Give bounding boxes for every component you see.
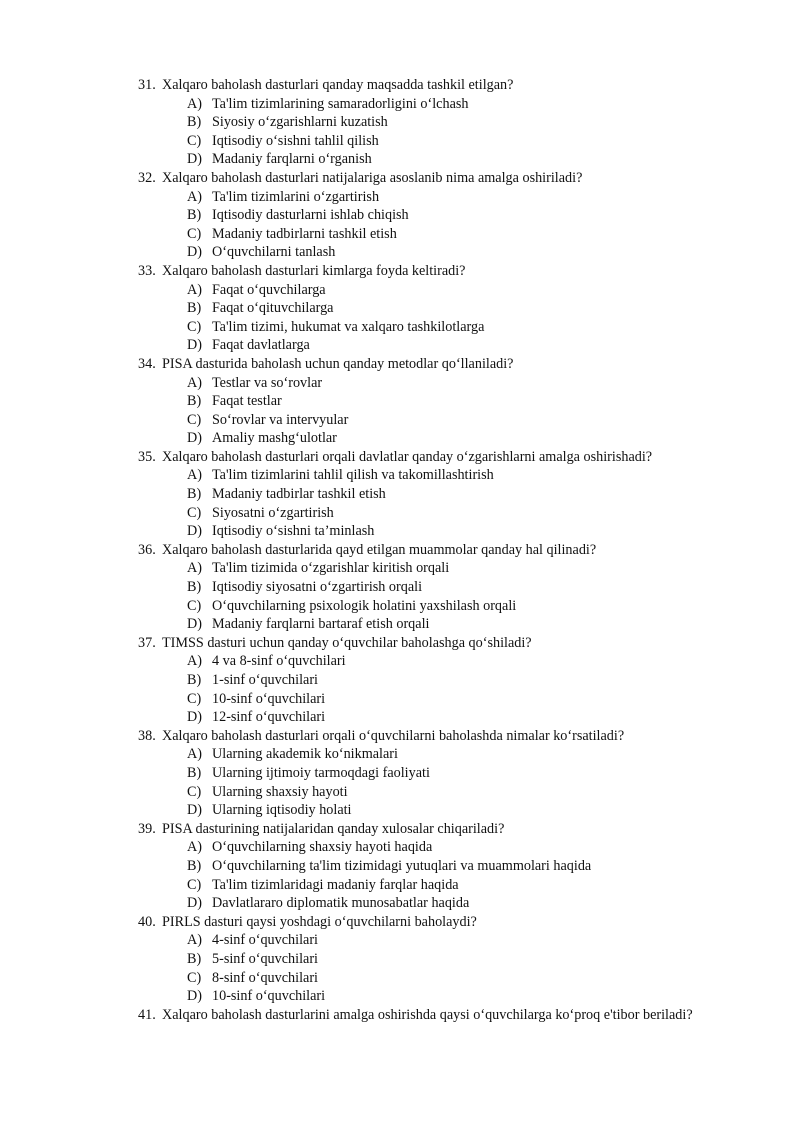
answer-option — [138, 188, 738, 207]
question — [138, 262, 738, 281]
answer-option — [138, 132, 738, 151]
option-letter: A) — [187, 95, 202, 112]
question-text: Xalqaro baholash dasturlarini amalga oshirishda qaysi o‘quvchilarga ko‘proq e'tibor beriladi? — [162, 1006, 693, 1023]
answer-option — [138, 615, 738, 634]
answer-option — [138, 559, 738, 578]
question-text: PISA dasturida baholash uchun qanday metodlar qo‘llaniladi? — [162, 355, 514, 372]
answer-option — [138, 429, 738, 448]
option-letter: B) — [187, 672, 202, 688]
option-text: Siyosiy o‘zgarishlarni kuzatish — [212, 114, 388, 131]
answer-option — [138, 281, 738, 300]
option-letter: C) — [187, 783, 202, 800]
answer-option — [138, 318, 738, 337]
option-text: O‘quvchilarning psixologik holatini yaxshilash orqali — [212, 597, 517, 614]
option-letter: D) — [187, 895, 202, 912]
answer-option — [138, 578, 738, 597]
option-text: Ta'lim tizimlarining samaradorligini o‘lchash — [212, 95, 469, 112]
option-letter: A) — [187, 746, 202, 763]
option-text: 10-sinf o‘quvchilari — [212, 988, 326, 1005]
option-text: O‘quvchilarni tanlash — [212, 244, 336, 261]
question-number: 39. — [138, 820, 156, 837]
answer-option — [138, 597, 738, 616]
option-text: Ta'lim tizimlarini tahlil qilish va takomillashtirish — [212, 467, 494, 484]
option-text: Faqat davlatlarga — [212, 337, 310, 354]
option-text: Ularning ijtimoiy tarmoqdagi faoliyati — [212, 764, 430, 781]
option-letter: D) — [187, 709, 202, 726]
question-number: 37. — [138, 634, 156, 651]
answer-option — [138, 708, 738, 727]
question — [138, 913, 738, 932]
option-text: Iqtisodiy o‘sishni ta’minlash — [212, 523, 375, 540]
question-text: PIRLS dasturi qaysi yoshdagi o‘quvchilarni baholaydi? — [162, 913, 477, 930]
answer-option — [138, 857, 738, 876]
answer-option — [138, 243, 738, 262]
question-number: 32. — [138, 169, 156, 186]
question-number: 33. — [138, 262, 156, 279]
question — [138, 448, 738, 467]
option-text: O‘quvchilarning ta'lim tizimidagi yutuqlari va muammolari haqida — [212, 857, 592, 874]
option-letter: B) — [187, 486, 202, 503]
option-letter: B) — [187, 857, 202, 874]
option-text: 8-sinf o‘quvchilari — [212, 969, 318, 986]
answer-option — [138, 690, 738, 709]
document-page — [138, 76, 738, 1024]
option-letter: B) — [187, 950, 202, 967]
answer-option — [138, 150, 738, 169]
option-letter: D) — [187, 988, 202, 1005]
option-text: Siyosatni o‘zgartirish — [212, 504, 334, 521]
option-text: Madaniy farqlarni o‘rganish — [212, 151, 372, 168]
question-text: TIMSS dasturi uchun qanday o‘quvchilar baholashga qo‘shiladi? — [162, 634, 532, 651]
question-text: PISA dasturining natijalaridan qanday xulosalar chiqariladi? — [162, 820, 505, 837]
question — [138, 169, 738, 188]
answer-option — [138, 299, 738, 318]
option-text: 10-sinf o‘quvchilari — [212, 690, 326, 707]
answer-option — [138, 969, 738, 988]
question — [138, 355, 738, 374]
option-letter: B) — [187, 114, 202, 131]
answer-option — [138, 504, 738, 523]
answer-option — [138, 95, 738, 114]
option-letter: B) — [187, 764, 202, 781]
option-letter: A) — [187, 560, 202, 577]
option-letter: A) — [187, 188, 202, 205]
option-text: Ta'lim tizimida o‘zgarishlar kiritish orqali — [212, 560, 450, 577]
answer-option — [138, 783, 738, 802]
option-letter: C) — [187, 690, 202, 707]
option-letter: C) — [187, 876, 202, 893]
answer-option — [138, 764, 738, 783]
option-text: 1-sinf o‘quvchilari — [212, 672, 318, 688]
answer-option — [138, 894, 738, 913]
option-letter: A) — [187, 281, 202, 298]
question — [138, 541, 738, 560]
question-text: Xalqaro baholash dasturlari orqali o‘quvchilarni baholashda nimalar ko‘rsatiladi? — [162, 727, 625, 744]
question-number: 31. — [138, 77, 156, 93]
question — [138, 727, 738, 746]
option-letter: D) — [187, 337, 202, 354]
option-text: Iqtisodiy dasturlarni ishlab chiqish — [212, 207, 409, 224]
option-letter: C) — [187, 504, 202, 521]
answer-option — [138, 411, 738, 430]
option-letter: C) — [187, 597, 202, 614]
option-text: Faqat o‘qituvchilarga — [212, 300, 334, 317]
option-text: So‘rovlar va intervyular — [212, 411, 349, 428]
question-text: Xalqaro baholash dasturlari orqali davlatlar qanday o‘zgarishlarni amalga oshirishadi? — [162, 448, 653, 465]
option-letter: D) — [187, 244, 202, 261]
question-number: 41. — [138, 1006, 156, 1023]
option-letter: D) — [187, 430, 202, 447]
option-text: Iqtisodiy o‘sishni tahlil qilish — [212, 132, 379, 149]
answer-option — [138, 671, 738, 690]
option-text: Madaniy farqlarni bartaraf etish orqali — [212, 616, 430, 633]
option-letter: A) — [187, 839, 202, 856]
question — [138, 1006, 738, 1025]
answer-option — [138, 745, 738, 764]
option-text: Davlatlararo diplomatik munosabatlar haqida — [212, 895, 470, 912]
question — [138, 76, 738, 95]
option-letter: C) — [187, 225, 202, 242]
option-letter: A) — [187, 653, 202, 670]
answer-option — [138, 801, 738, 820]
option-letter: D) — [187, 802, 202, 819]
question-number: 38. — [138, 727, 156, 744]
option-text: 12-sinf o‘quvchilari — [212, 709, 326, 726]
answer-option — [138, 652, 738, 671]
option-text: Ta'lim tizimlaridagi madaniy farqlar haqida — [212, 876, 459, 893]
question-text: Xalqaro baholash dasturlarida qayd etilgan muammolar qanday hal qilinadi? — [162, 541, 597, 558]
answer-option — [138, 336, 738, 355]
option-letter: C) — [187, 411, 202, 428]
option-letter: C) — [187, 318, 202, 335]
answer-option — [138, 392, 738, 411]
option-letter: A) — [187, 374, 202, 391]
answer-option — [138, 950, 738, 969]
option-letter: B) — [187, 579, 202, 596]
answer-option — [138, 987, 738, 1006]
answer-option — [138, 225, 738, 244]
option-text: Ularning shaxsiy hayoti — [212, 783, 348, 800]
answer-option — [138, 485, 738, 504]
option-text: Madaniy tadbirlarni tashkil etish — [212, 225, 397, 242]
option-text: Ta'lim tizimlarini o‘zgartirish — [212, 188, 380, 205]
answer-option — [138, 876, 738, 895]
option-letter: A) — [187, 932, 202, 949]
question — [138, 634, 738, 653]
option-text: 4-sinf o‘quvchilari — [212, 932, 318, 949]
answer-option — [138, 838, 738, 857]
option-text: 5-sinf o‘quvchilari — [212, 950, 318, 967]
question-number: 35. — [138, 448, 156, 465]
option-letter: D) — [187, 523, 202, 540]
question-number: 40. — [138, 913, 156, 930]
answer-option — [138, 522, 738, 541]
option-letter: C) — [187, 969, 202, 986]
option-text: Ularning iqtisodiy holati — [212, 802, 352, 819]
option-letter: D) — [187, 616, 202, 633]
option-letter: C) — [187, 132, 202, 149]
option-text: Testlar va so‘rovlar — [212, 374, 323, 391]
option-letter: D) — [187, 151, 202, 168]
answer-option — [138, 113, 738, 132]
option-text: Ta'lim tizimi, hukumat va xalqaro tashkilotlarga — [212, 318, 485, 335]
option-text: O‘quvchilarning shaxsiy hayoti haqida — [212, 839, 433, 856]
question-number: 36. — [138, 541, 156, 558]
question-text: Xalqaro baholash dasturlari qanday maqsadda tashkil etilgan? — [162, 77, 514, 93]
option-letter: B) — [187, 300, 202, 317]
question — [138, 820, 738, 839]
option-letter: B) — [187, 207, 202, 224]
answer-option — [138, 206, 738, 225]
option-text: Faqat o‘quvchilarga — [212, 281, 326, 298]
option-text: Amaliy mashg‘ulotlar — [212, 430, 337, 447]
option-letter: B) — [187, 393, 202, 410]
question-text: Xalqaro baholash dasturlari kimlarga foyda keltiradi? — [162, 262, 466, 279]
option-text: Madaniy tadbirlar tashkil etish — [212, 486, 386, 503]
question-number: 34. — [138, 355, 156, 372]
option-text: Iqtisodiy siyosatni o‘zgartirish orqali — [212, 579, 423, 596]
option-text: 4 va 8-sinf o‘quvchilari — [212, 653, 346, 670]
answer-option — [138, 931, 738, 950]
option-text: Ularning akademik ko‘nikmalari — [212, 746, 398, 763]
option-letter: A) — [187, 467, 202, 484]
answer-option — [138, 466, 738, 485]
question-text: Xalqaro baholash dasturlari natijalariga asoslanib nima amalga oshiriladi? — [162, 169, 583, 186]
option-text: Faqat testlar — [212, 393, 282, 410]
answer-option — [138, 374, 738, 393]
